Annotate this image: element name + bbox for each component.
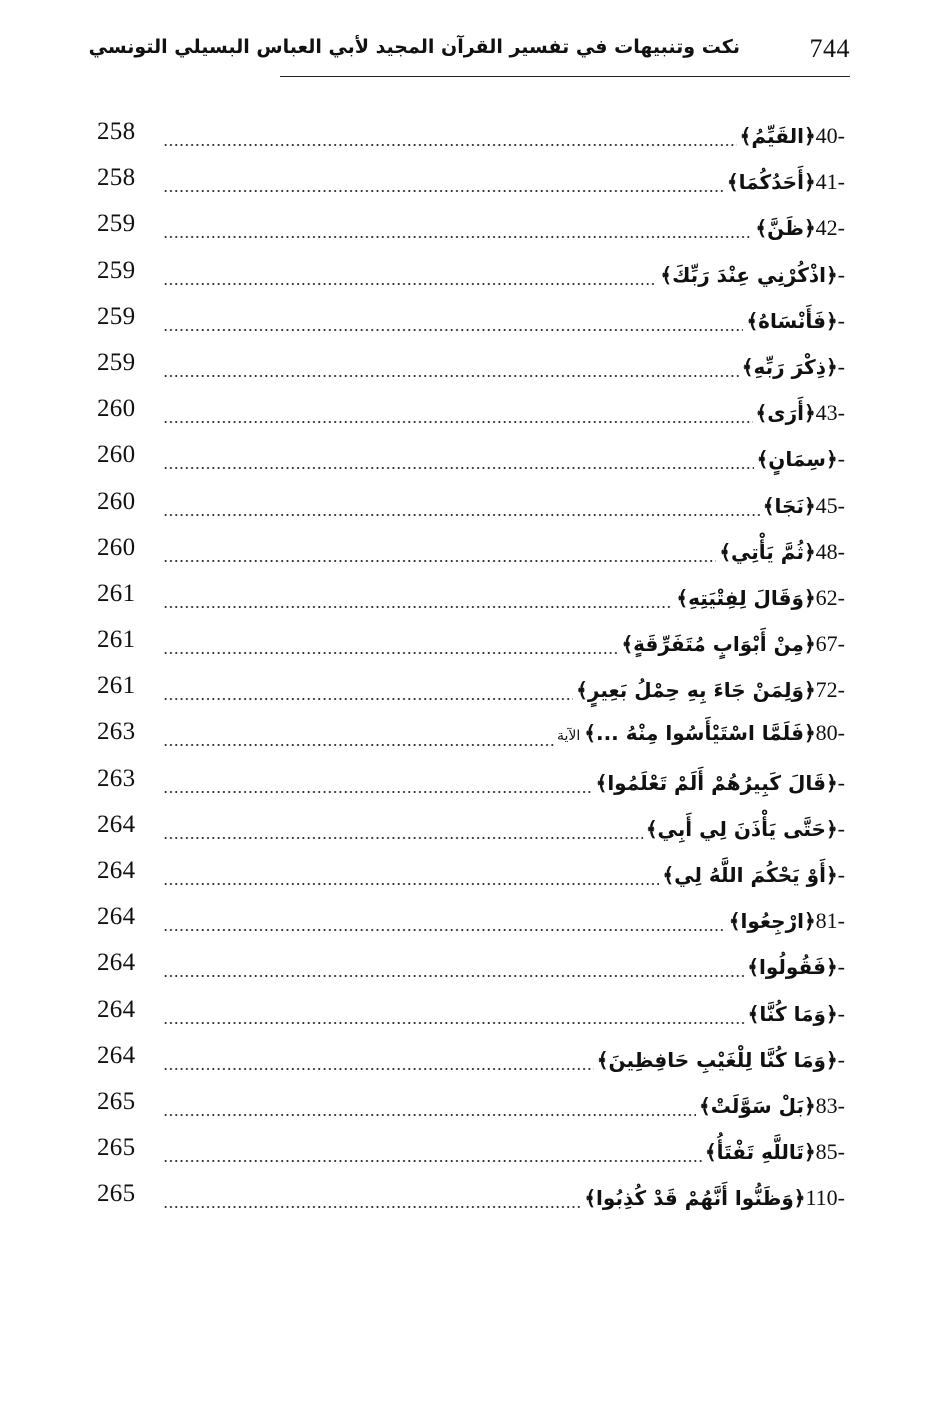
toc-entry-text [573,672,845,708]
toc-entry-text [753,395,845,431]
quranic-phrase: ﴿أَحَدُكُمَا﴾ [726,170,816,195]
toc-row [0,435,952,481]
toc-row [0,759,952,805]
toc-row [0,1174,952,1220]
verse-number: - [837,862,845,887]
toc-entry-text [726,903,845,939]
toc-entry-text [696,1088,845,1124]
toc-entry [163,164,845,200]
toc-row [0,897,952,943]
verse-number: 40- [815,123,845,148]
toc-entry [163,349,845,385]
toc-page-number: 264 [97,995,136,1023]
quranic-phrase: ﴿وَمَا كُنَّا لِلْغَيْبِ حَافِظِينَ﴾ [596,1047,838,1072]
toc-entry [163,1180,845,1216]
toc-entry-text [739,349,845,385]
toc-row [0,1128,952,1174]
dot-leader [163,266,657,286]
toc-entry [163,949,845,985]
verse-number: 41- [815,169,845,195]
dot-leader [163,589,673,609]
quranic-phrase: ﴿بَلْ سَوَّلَتْ﴾ [699,1093,816,1118]
dot-leader [163,820,643,840]
quranic-phrase: ﴿مِنْ أَبْوَابٍ مُتَفَرِّقَةٍ﴾ [621,632,816,657]
verse-number: 72- [815,677,845,703]
toc-entry [163,765,845,801]
quranic-phrase: ﴿تَاللَّهِ تَفْتَأُ﴾ [704,1140,816,1165]
toc-row [0,251,952,297]
dot-leader [163,497,760,517]
quranic-phrase: ﴿وَلِمَنْ جَاءَ بِهِ حِمْلُ بَعِيرٍ﴾ [576,678,816,703]
toc-page-number: 258 [97,118,136,145]
dot-leader [163,219,752,239]
verse-number: - [837,261,845,287]
toc-row [0,297,952,343]
toc-entry-text [752,210,845,246]
toc-row [0,204,952,250]
verse-number: 110- [805,1185,845,1211]
quranic-phrase: ﴿ثُمَّ يَأْتِي﴾ [719,539,816,564]
toc-page-number: 263 [97,764,136,792]
toc-entry-text [760,488,845,524]
verse-number: 85- [815,1139,845,1165]
toc-row [0,112,952,158]
dot-leader [163,358,739,378]
quranic-phrase: ﴿اذْكُرْنِي عِنْدَ رَبِّكَ﴾ [660,262,838,287]
toc-entry-text [737,118,845,154]
dot-leader [163,1005,745,1025]
toc-entry [163,303,845,339]
toc-entry-text [724,164,845,200]
verse-number: - [837,446,845,472]
toc-row [0,528,952,574]
toc-entry [163,118,845,154]
toc-entry-text [702,1134,845,1170]
toc-page-number: 260 [97,441,136,469]
toc-row [0,990,952,1036]
verse-number: 81- [815,908,845,934]
quranic-phrase: ﴿فَقُولُوا﴾ [747,955,838,980]
toc-entry-text [716,534,845,570]
verse-number: - [837,815,845,841]
quranic-phrase: ﴿حَتَّى يَأْذَنَ لِي أَبِي﴾ [645,816,838,841]
toc-page-number: 261 [97,672,136,700]
toc-page-number: 259 [97,348,136,376]
dot-leader [163,1051,594,1071]
toc-entry [163,534,845,570]
toc-page-number: 264 [97,857,136,884]
toc-row [0,943,952,989]
verse-number: - [837,307,845,333]
verse-number: - [837,954,845,980]
quranic-phrase: ﴿نَجَا﴾ [762,493,816,518]
quranic-phrase: ﴿أَرَى﴾ [755,401,816,426]
toc-entry [163,210,845,246]
quranic-phrase: ﴿فَلَمَّا اسْتَيْأَسُوا مِنْهُ ...﴾ [584,721,816,746]
toc-page-number: 261 [97,626,136,654]
dot-leader [163,450,754,470]
toc-page-number: 264 [97,903,136,931]
toc-row [0,712,952,758]
toc-page-number: 265 [97,1087,136,1115]
toc-row [0,482,952,528]
toc-entry [163,580,845,616]
dot-leader [163,127,737,147]
toc-page-number: 264 [97,949,136,977]
running-title: نكت وتنبيهات في تفسير القرآن المجيد لأبي العباس البسيلي التونسي [88,36,740,58]
verse-number: 48- [815,538,845,564]
toc-entry-text [593,765,845,801]
verse-number: 67- [815,631,845,657]
toc-entry-text [643,811,845,847]
toc-page-number: 263 [97,718,136,746]
toc-page-number: 264 [97,1041,136,1069]
page-header [88,30,850,77]
quranic-phrase: ﴿ذِكْرَ رَبِّهِ﴾ [741,354,838,379]
quranic-phrase: ﴿ظَنَّ﴾ [755,216,816,241]
toc-entry [163,672,845,708]
entry-note: الآية [556,728,581,745]
toc-entry [163,1088,845,1124]
toc-entry [163,1042,845,1078]
toc-page-number: 260 [97,395,136,423]
toc-entry [163,488,845,524]
verse-number: 43- [815,400,845,426]
quranic-phrase: ﴿القَيِّمُ﴾ [739,124,816,148]
toc-page-number: 259 [97,210,136,238]
dot-leader [163,543,716,563]
toc-entry-text [743,303,845,339]
toc-entry [163,903,845,939]
toc-page-number: 265 [97,1134,136,1162]
quranic-phrase: ﴿أَوْ يَحْكُمَ اللَّهُ لِي﴾ [662,863,838,887]
quranic-phrase: ﴿ارْجِعُوا﴾ [728,909,816,934]
verse-number: 42- [815,215,845,241]
toc-entry-text [594,1042,845,1078]
verse-number: 83- [815,1092,845,1118]
quranic-phrase: ﴿وَقَالَ لِفِتْيَتِهِ﴾ [676,585,816,610]
toc-page-number: 260 [97,533,136,561]
dot-leader [163,635,618,655]
toc-row [0,851,952,897]
toc-entry [163,257,845,293]
table-of-contents [0,112,952,1221]
quranic-phrase: ﴿فَأَنْسَاهُ﴾ [746,308,838,333]
dot-leader [163,774,593,794]
dot-leader [163,958,744,978]
toc-entry-text [754,441,845,477]
toc-row [0,620,952,666]
toc-page-number: 260 [97,487,136,515]
toc-entry [163,626,845,662]
verse-number: - [837,769,845,795]
quranic-phrase: ﴿وَمَا كُنَّا﴾ [747,1001,838,1026]
dot-leader [163,912,726,932]
dot-leader [163,681,573,701]
toc-row [0,574,952,620]
toc-entry-text [581,1180,845,1216]
dot-leader [163,404,753,424]
verse-number: 62- [815,584,845,610]
toc-entry-text [744,949,845,985]
dot-leader [163,173,724,193]
dot-leader [163,1143,702,1163]
dot-leader [163,866,659,886]
toc-entry [163,395,845,431]
verse-number: 45- [815,492,845,518]
dot-leader [163,1189,581,1209]
toc-entry [163,718,845,754]
toc-row [0,1036,952,1082]
verse-number: - [837,353,845,379]
toc-entry [163,811,845,847]
toc-entry [163,1134,845,1170]
toc-entry-text [659,857,845,893]
toc-page-number: 259 [97,256,136,284]
toc-page-number: 259 [97,302,136,330]
toc-entry-text [657,257,845,293]
toc-entry-text [618,626,845,662]
toc-row [0,158,952,204]
dot-leader [163,1097,696,1117]
toc-row [0,805,952,851]
toc-entry [163,441,845,477]
dot-leader [163,312,743,332]
toc-row [0,389,952,435]
toc-page-number: 265 [97,1180,136,1208]
verse-number: - [837,1000,845,1026]
quranic-phrase: ﴿سِمَانٍ﴾ [756,447,838,472]
toc-entry [163,996,845,1032]
toc-row [0,666,952,712]
toc-entry-text [745,996,845,1032]
toc-page-number: 261 [97,579,136,607]
toc-row [0,343,952,389]
toc-page-number: 264 [97,810,136,838]
toc-entry [163,857,845,893]
toc-page-number: 258 [97,164,136,192]
verse-number: 80- [815,720,845,746]
quranic-phrase: ﴿وَظَنُّوا أَنَّهُمْ قَدْ كُذِبُوا﴾ [584,1186,806,1211]
toc-row [0,1082,952,1128]
toc-entry-text [554,715,845,754]
quranic-phrase: ﴿قَالَ كَبِيرُهُمْ أَلَمْ تَعْلَمُوا﴾ [595,770,838,795]
dot-leader [163,727,554,747]
verse-number: - [837,1046,845,1072]
page-number: 744 [809,34,850,63]
toc-entry-text [673,580,845,616]
